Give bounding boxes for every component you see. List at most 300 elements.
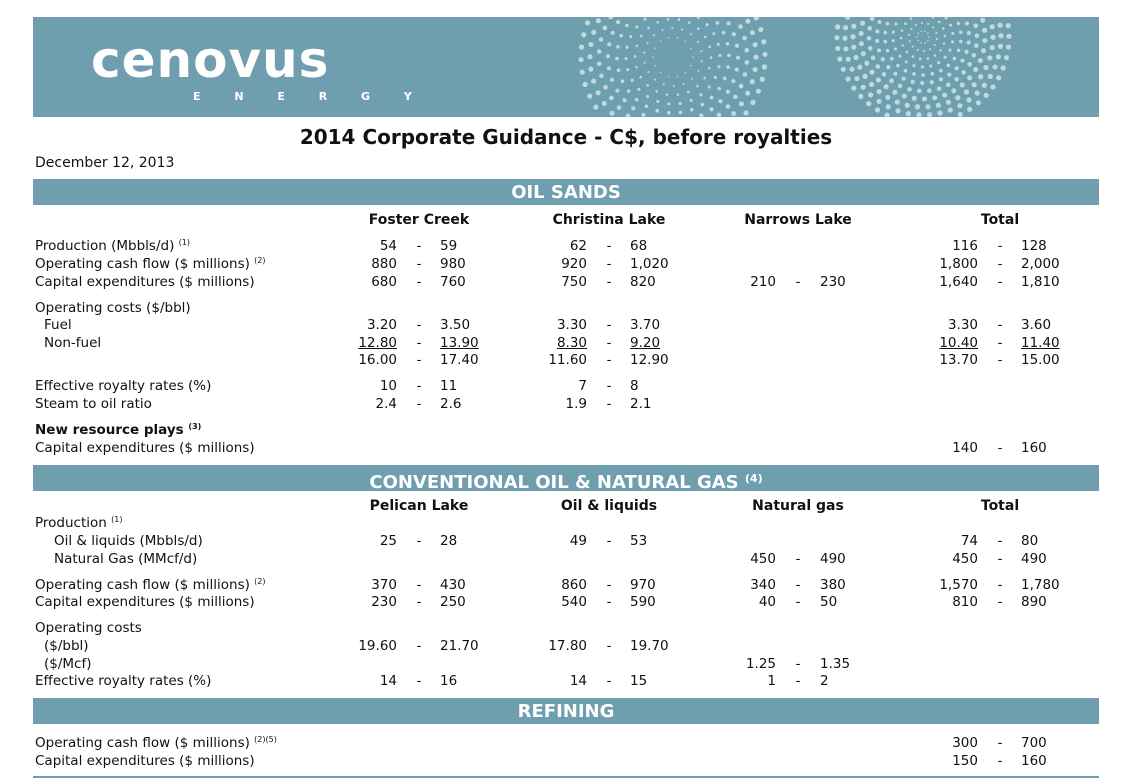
- range-low-value: 16.00: [358, 352, 397, 368]
- pattern-dot: [762, 52, 767, 57]
- pattern-dot: [902, 94, 907, 99]
- range-low-value: 14: [379, 673, 397, 689]
- range-high-value: 53: [630, 533, 648, 549]
- pattern-dot: [602, 101, 607, 106]
- range-low-value: 2.4: [375, 396, 397, 412]
- range-separator: -: [416, 317, 422, 333]
- range-low-value: 54: [379, 238, 397, 254]
- range-high-value: 160: [1021, 440, 1047, 456]
- pattern-dot: [717, 65, 720, 68]
- pattern-dot: [957, 103, 962, 108]
- pattern-dot: [868, 46, 873, 51]
- row-label-text: New resource plays: [35, 422, 184, 438]
- pattern-dot: [637, 88, 640, 91]
- row-label: [35, 300, 191, 316]
- pattern-dot: [621, 79, 625, 83]
- range-low-value: 49: [569, 533, 587, 549]
- range-high-value: 980: [440, 256, 466, 272]
- pattern-dot: [998, 44, 1003, 49]
- pattern-dot: [735, 68, 739, 72]
- pattern-dot: [834, 35, 839, 40]
- pattern-dot: [858, 94, 863, 99]
- row-label: [35, 620, 142, 636]
- pattern-dot: [976, 100, 981, 105]
- range-separator: -: [795, 577, 801, 593]
- pattern-dot: [959, 30, 963, 34]
- pattern-dot: [930, 72, 934, 76]
- pattern-dot: [731, 111, 736, 116]
- pattern-dot: [942, 93, 947, 98]
- pattern-dot: [697, 27, 700, 30]
- pattern-dot: [837, 56, 842, 61]
- pattern-dot: [1006, 23, 1011, 28]
- row-label: [35, 422, 201, 438]
- range-high-value: 50: [820, 594, 838, 610]
- pattern-dot: [634, 55, 637, 58]
- footnote-ref: (3): [188, 422, 202, 431]
- pattern-dot: [597, 49, 602, 54]
- pattern-dot: [997, 23, 1002, 28]
- pattern-dot: [624, 57, 627, 60]
- pattern-dot: [942, 27, 945, 30]
- range-low-value: 1: [767, 673, 776, 689]
- column-header: Foster Creek: [368, 212, 470, 228]
- pattern-dot: [727, 21, 731, 25]
- range-high-value: 590: [630, 594, 656, 610]
- pattern-dot: [745, 91, 750, 96]
- pattern-dot: [727, 54, 731, 58]
- row-label: [35, 378, 211, 394]
- range-low-value: 880: [371, 256, 397, 272]
- pattern-dot: [929, 64, 932, 67]
- pattern-dot: [654, 48, 656, 50]
- pattern-dot: [710, 96, 714, 100]
- pattern-dot: [948, 107, 953, 112]
- pattern-dot: [990, 45, 995, 50]
- footnote-ref: (4): [744, 472, 763, 485]
- pattern-dot: [875, 29, 879, 33]
- pattern-dot: [635, 98, 639, 102]
- pattern-dot: [946, 100, 951, 105]
- pattern-dot: [603, 26, 608, 31]
- range-high-value: 2.6: [440, 396, 462, 412]
- pattern-dot: [938, 21, 941, 24]
- document-date: December 12, 2013: [35, 155, 175, 171]
- range-high-value: 970: [630, 577, 656, 593]
- pattern-dot: [966, 97, 971, 102]
- pattern-dot: [627, 89, 631, 93]
- range-high-value: 1,810: [1021, 274, 1060, 290]
- pattern-dot: [861, 85, 866, 90]
- range-high-value: 160: [1021, 753, 1047, 769]
- pattern-dot: [843, 46, 848, 51]
- pattern-dot: [677, 37, 679, 39]
- pattern-dot: [679, 111, 683, 115]
- row-label: [44, 638, 89, 654]
- pattern-dot: [599, 37, 604, 42]
- pattern-dot: [700, 50, 702, 52]
- row-label-text: Capital expenditures ($ millions): [35, 440, 255, 456]
- pattern-dot: [886, 49, 890, 53]
- column-header: Total: [980, 212, 1020, 228]
- pattern-dot: [958, 112, 963, 117]
- pattern-dot: [990, 84, 995, 89]
- pattern-dot: [750, 79, 755, 84]
- row-label-text: Production: [35, 515, 107, 531]
- company-logo-subtitle: E N E R G Y: [193, 90, 427, 103]
- pattern-dot: [717, 87, 721, 91]
- pattern-dot: [712, 32, 715, 35]
- range-low-value: 40: [758, 594, 776, 610]
- pattern-dot: [957, 22, 961, 26]
- pattern-dot: [955, 95, 960, 100]
- range-low-value: 340: [750, 577, 776, 593]
- pattern-dot: [983, 65, 988, 70]
- pattern-dot: [937, 61, 940, 64]
- range-low-value: 10: [379, 378, 397, 394]
- pattern-dot: [876, 78, 881, 83]
- pattern-dot: [975, 91, 980, 96]
- range-low-value: 230: [371, 594, 397, 610]
- pattern-dot: [753, 55, 758, 60]
- pattern-dot: [982, 28, 987, 33]
- pattern-dot: [917, 49, 919, 51]
- row-label: [35, 594, 255, 610]
- row-label-text: ($/Mcf): [44, 656, 92, 672]
- range-separator: -: [606, 256, 612, 272]
- pattern-dot: [854, 76, 859, 81]
- pattern-dot: [1001, 65, 1006, 70]
- range-low-value: 8.30: [556, 335, 587, 351]
- pattern-dot: [735, 44, 739, 48]
- row-label: [35, 735, 277, 751]
- range-separator: -: [606, 533, 612, 549]
- pattern-dot: [864, 61, 869, 66]
- range-low-value: 540: [561, 594, 587, 610]
- pattern-dot: [885, 95, 890, 100]
- pattern-dot: [616, 45, 620, 49]
- pattern-dot: [934, 54, 937, 57]
- pattern-dot: [646, 42, 648, 44]
- range-high-value: 17.40: [440, 352, 479, 368]
- range-low-value: 1,640: [939, 274, 978, 290]
- pattern-dot: [645, 104, 649, 108]
- range-high-value: 820: [630, 274, 656, 290]
- range-separator: -: [606, 594, 612, 610]
- range-high-value: 230: [820, 274, 846, 290]
- range-high-value: 59: [440, 238, 458, 254]
- row-label: [54, 551, 197, 567]
- range-low-value: 12.80: [358, 335, 397, 351]
- pattern-dot: [656, 21, 659, 24]
- pattern-dot: [922, 96, 927, 101]
- pattern-dot: [949, 24, 952, 27]
- pattern-dot: [904, 22, 907, 25]
- range-separator: -: [997, 594, 1003, 610]
- column-header: Narrows Lake: [744, 212, 852, 228]
- pattern-dot: [708, 67, 711, 70]
- pattern-dot: [929, 48, 931, 50]
- pattern-dot: [943, 42, 946, 45]
- range-separator: -: [606, 274, 612, 290]
- pattern-dot: [644, 62, 646, 64]
- pattern-dot: [987, 55, 992, 60]
- pattern-dot: [666, 93, 669, 96]
- pattern-dot: [655, 109, 659, 113]
- pattern-dot: [975, 33, 980, 38]
- pattern-dot: [596, 90, 601, 95]
- pattern-dot: [591, 79, 596, 84]
- pattern-dot: [739, 84, 744, 89]
- range-separator: -: [606, 335, 612, 351]
- range-separator: -: [795, 551, 801, 567]
- row-label: [35, 753, 255, 769]
- pattern-dot: [960, 59, 964, 63]
- pattern-dot: [859, 41, 864, 46]
- section-title: CONVENTIONAL OIL & NATURAL GAS: [369, 472, 739, 493]
- row-label-text: Capital expenditures ($ millions): [35, 274, 255, 290]
- pattern-dot: [732, 32, 736, 36]
- range-separator: -: [795, 656, 801, 672]
- pattern-dot: [924, 42, 926, 44]
- pattern-dot: [920, 81, 924, 85]
- pattern-dot: [733, 95, 738, 100]
- pattern-dot: [760, 77, 765, 82]
- pattern-dot: [937, 86, 942, 91]
- row-label-text: Operating cash flow ($ millions): [35, 577, 250, 593]
- range-low-value: 810: [952, 594, 978, 610]
- range-low-value: 210: [750, 274, 776, 290]
- pattern-dot: [610, 78, 614, 82]
- pattern-dot: [615, 57, 619, 61]
- range-separator: -: [997, 753, 1003, 769]
- range-separator: -: [416, 594, 422, 610]
- pattern-dot: [635, 25, 638, 28]
- row-label: [35, 577, 266, 593]
- pattern-dot: [945, 17, 948, 19]
- pattern-dot: [910, 28, 912, 30]
- range-separator: -: [606, 378, 612, 394]
- pattern-dot: [915, 24, 917, 26]
- pattern-dot: [678, 18, 681, 21]
- pattern-dot: [743, 72, 748, 77]
- row-label-text: Operating costs: [35, 620, 142, 636]
- pattern-dot: [935, 32, 937, 34]
- pattern-dot: [688, 21, 691, 24]
- pattern-dot: [750, 30, 755, 35]
- pattern-dot: [587, 94, 592, 99]
- pattern-dot: [841, 67, 846, 72]
- pattern-dot: [973, 67, 978, 72]
- pattern-dot: [915, 104, 920, 109]
- pattern-dot: [1006, 44, 1011, 49]
- range-high-value: 1.35: [820, 656, 851, 672]
- pattern-dot: [701, 60, 703, 62]
- pattern-dot: [939, 69, 943, 73]
- pattern-dot: [895, 108, 900, 113]
- section-header-refining: [33, 698, 1099, 724]
- pattern-dot: [964, 89, 969, 94]
- range-separator: -: [606, 238, 612, 254]
- pattern-dot: [726, 104, 731, 109]
- pattern-dot: [955, 66, 959, 70]
- bottom-rule: [33, 776, 1099, 778]
- range-high-value: 490: [1021, 551, 1047, 567]
- pattern-dot: [911, 80, 915, 84]
- pattern-dot: [699, 93, 702, 96]
- pattern-dot: [906, 51, 909, 54]
- range-low-value: 1,800: [939, 256, 978, 272]
- range-high-value: 250: [440, 594, 466, 610]
- range-low-value: 7: [578, 378, 587, 394]
- range-low-value: 920: [561, 256, 587, 272]
- pattern-dot: [739, 101, 744, 106]
- range-high-value: 128: [1021, 238, 1047, 254]
- pattern-dot: [851, 45, 856, 50]
- row-label-text: Production (Mbbls/d): [35, 238, 175, 254]
- range-separator: -: [606, 577, 612, 593]
- range-high-value: 490: [820, 551, 846, 567]
- pattern-dot: [656, 100, 659, 103]
- column-header: Oil & liquids: [560, 498, 658, 514]
- pattern-dot: [898, 84, 903, 89]
- pattern-dot: [961, 70, 966, 75]
- pattern-dot: [982, 83, 987, 88]
- pattern-dot: [930, 80, 934, 84]
- range-low-value: 62: [569, 238, 587, 254]
- pattern-dot: [677, 76, 679, 78]
- pattern-dot: [921, 73, 925, 77]
- pattern-dot: [580, 70, 585, 75]
- pattern-dot: [643, 52, 645, 54]
- range-low-value: 150: [952, 753, 978, 769]
- pattern-dot: [978, 74, 983, 79]
- pattern-dot: [690, 99, 693, 102]
- range-high-value: 2,000: [1021, 256, 1060, 272]
- section-header-oil-sands: [33, 179, 1099, 205]
- pattern-dot: [617, 68, 621, 72]
- pattern-dot: [754, 17, 759, 20]
- pattern-dot: [906, 111, 911, 116]
- pattern-dot: [706, 23, 709, 26]
- pattern-dot: [667, 102, 670, 105]
- pattern-dot: [583, 82, 588, 87]
- pattern-dot: [924, 30, 926, 32]
- pattern-dot: [845, 76, 850, 81]
- pattern-dot: [927, 40, 929, 42]
- pattern-dot: [909, 40, 911, 42]
- pattern-dot: [631, 79, 634, 82]
- pattern-dot: [959, 40, 963, 44]
- pattern-dot: [939, 49, 942, 52]
- pattern-dot: [647, 27, 650, 30]
- pattern-dot: [886, 22, 890, 26]
- pattern-dot: [990, 24, 995, 29]
- range-separator: -: [606, 396, 612, 412]
- pattern-dot: [912, 55, 915, 58]
- pattern-dot: [927, 88, 932, 93]
- pattern-dot: [626, 114, 631, 117]
- pattern-dot: [988, 74, 993, 79]
- pattern-dot: [867, 26, 872, 31]
- range-separator: -: [416, 577, 422, 593]
- pattern-dot: [597, 62, 602, 67]
- pattern-dot: [1006, 34, 1011, 39]
- pattern-dot: [626, 68, 629, 71]
- range-low-value: 25: [379, 533, 397, 549]
- range-high-value: 11.40: [1021, 335, 1060, 351]
- pattern-dot: [646, 95, 649, 98]
- range-low-value: 17.80: [548, 638, 587, 654]
- pattern-dot: [753, 42, 758, 47]
- pattern-dot: [951, 88, 956, 93]
- pattern-dot: [932, 95, 937, 100]
- pattern-dot: [974, 43, 979, 48]
- pattern-dot: [726, 42, 730, 46]
- pattern-dot: [892, 39, 895, 42]
- column-header: Total: [980, 498, 1020, 514]
- pattern-dot: [647, 71, 649, 73]
- range-separator: -: [795, 594, 801, 610]
- pattern-dot: [884, 113, 889, 117]
- range-low-value: 116: [952, 238, 978, 254]
- row-label: [44, 317, 72, 333]
- pattern-dot: [957, 49, 961, 53]
- pattern-dot: [842, 36, 847, 41]
- pattern-dot: [901, 44, 904, 47]
- range-high-value: 430: [440, 577, 466, 593]
- pattern-dot: [944, 35, 947, 38]
- pattern-dot: [921, 65, 924, 68]
- pattern-dot: [862, 74, 867, 79]
- pattern-dot: [641, 113, 645, 117]
- range-high-value: 3.60: [1021, 317, 1052, 333]
- pattern-dot: [884, 84, 889, 89]
- range-low-value: 13.70: [939, 352, 978, 368]
- pattern-dot: [866, 101, 871, 106]
- pattern-dot: [655, 90, 658, 93]
- range-low-value: 1.25: [745, 656, 776, 672]
- pattern-dot: [718, 54, 721, 57]
- range-separator: -: [997, 335, 1003, 351]
- pattern-dot: [646, 84, 649, 87]
- pattern-dot: [920, 30, 922, 32]
- pattern-dot: [708, 85, 711, 88]
- pattern-dot: [923, 50, 925, 52]
- range-separator: -: [416, 256, 422, 272]
- row-label-text: Operating cash flow ($ millions): [35, 735, 250, 751]
- pattern-dot: [934, 44, 936, 46]
- pattern-dot: [609, 96, 614, 101]
- pattern-dot: [982, 38, 987, 43]
- row-label: [35, 396, 152, 412]
- row-label-text: Non-fuel: [44, 335, 102, 351]
- pattern-dot: [912, 96, 917, 101]
- range-low-value: 3.30: [947, 317, 978, 333]
- pattern-dot: [883, 40, 887, 44]
- range-separator: -: [606, 638, 612, 654]
- row-label: [35, 274, 255, 290]
- range-separator: -: [997, 533, 1003, 549]
- pattern-dot: [744, 48, 749, 53]
- pattern-dot: [845, 17, 850, 20]
- pattern-dot: [898, 55, 901, 58]
- range-low-value: 3.20: [366, 317, 397, 333]
- pattern-dot: [843, 25, 848, 30]
- pattern-dot: [881, 57, 885, 61]
- pattern-dot: [660, 72, 662, 74]
- pattern-dot: [622, 98, 626, 102]
